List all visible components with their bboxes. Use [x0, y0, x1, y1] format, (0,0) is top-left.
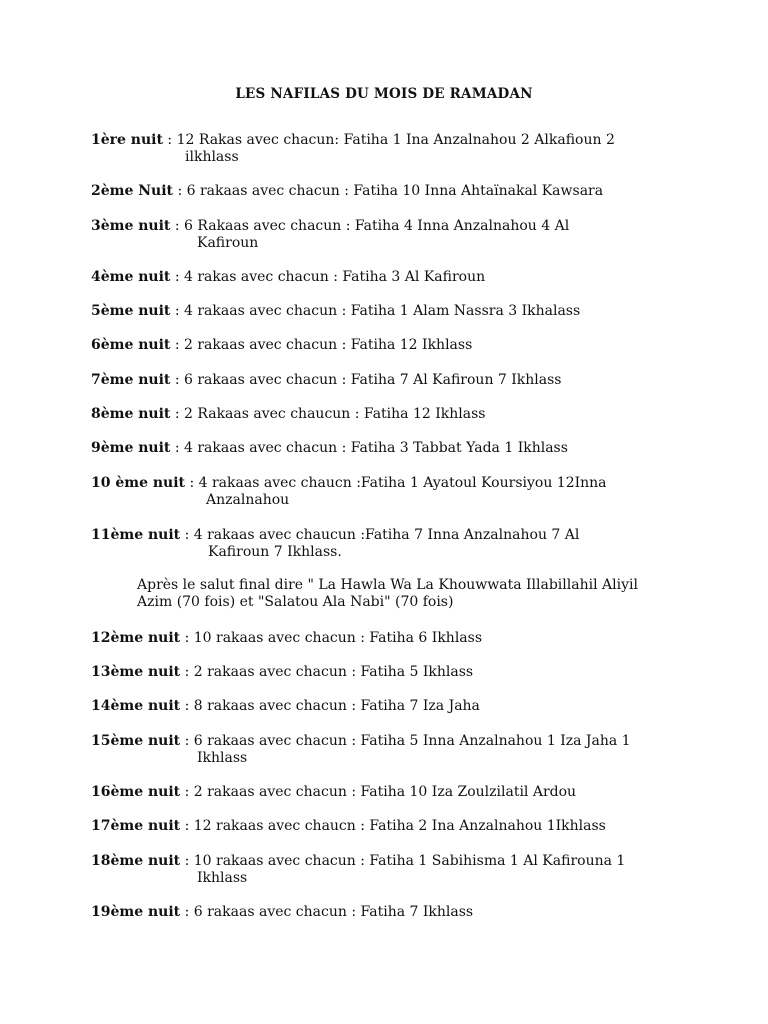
night-label: 10 ème nuit [91, 475, 186, 491]
entry-text: : 12 Rakas avec chacun: Fatiha 1 Ina Anzalnahou 2 Alkafioun 2 [162, 132, 615, 148]
entry-text: : 2 rakaas avec chacun : Fatiha 12 Ikhlass [170, 337, 473, 353]
entry-night-5 [91, 303, 676, 320]
entry-text: : 4 rakas avec chacun : Fatiha 3 Al Kafiroun [170, 269, 486, 285]
night-label: 18ème nuit [91, 853, 181, 869]
night-label: 7ème nuit [91, 372, 171, 388]
night-label: 3ème nuit [91, 218, 171, 234]
night-label: 4ème nuit [91, 269, 171, 285]
entry-text: : 6 rakaas avec chacun : Fatiha 5 Inna Anzalnahou 1 Iza Jaha 1 [180, 733, 631, 749]
night-label: 19ème nuit [91, 904, 181, 920]
entry-text: : 6 rakaas avec chacun : Fatiha 7 Ikhlass [180, 904, 474, 920]
entry-night-2 [91, 183, 676, 200]
entry-night-18 [91, 853, 676, 887]
night-label: 16ème nuit [91, 784, 181, 800]
entry-night-14 [91, 698, 676, 715]
entry-night-10 [91, 475, 676, 509]
entry-text: : 10 rakaas avec chacun : Fatiha 1 Sabihisma 1 Al Kafirouna 1 [180, 853, 626, 869]
entry-text: : 2 Rakaas avec chaucun : Fatiha 12 Ikhlass [170, 406, 486, 422]
entry-night-19 [91, 904, 676, 921]
night-label: 1ère nuit [91, 132, 163, 148]
entry-text: : 6 rakaas avec chacun : Fatiha 10 Inna Ahtaïnakal Kawsara [173, 183, 604, 199]
entry-night-16 [91, 784, 676, 801]
entry-text: : 6 rakaas avec chacun : Fatiha 7 Al Kafiroun 7 Ikhlass [170, 372, 562, 388]
entry-text-continued: Ikhlass [197, 870, 248, 886]
entry-night-12 [91, 630, 676, 647]
entry-night-3 [91, 218, 676, 252]
entry-text: : 10 rakaas avec chacun : Fatiha 6 Ikhlass [180, 630, 483, 646]
night-label: 5ème nuit [91, 303, 171, 319]
entry-night-15 [91, 733, 676, 767]
night-label: 11ème nuit [91, 527, 181, 543]
night-label: 9ème nuit [91, 440, 171, 456]
entry-text: : 2 rakaas avec chacun : Fatiha 10 Iza Zoulzilatil Ardou [180, 784, 577, 800]
entry-text: : 4 rakaas avec chacun : Fatiha 3 Tabbat Yada 1 Ikhlass [170, 440, 568, 456]
night-label: 2ème Nuit [91, 183, 174, 199]
entry-night-11 [91, 527, 676, 561]
entry-night-13 [91, 664, 676, 681]
night-label: 14ème nuit [91, 698, 181, 714]
entry-night-17 [91, 818, 676, 835]
entry-text: : 4 rakaas avec chaucn :Fatiha 1 Ayatoul Koursiyou 12Inna [185, 475, 607, 491]
entry-text-continued: Ikhlass [197, 750, 248, 766]
night-label: 8ème nuit [91, 406, 171, 422]
entry-text: : 12 rakaas avec chaucn : Fatiha 2 Ina Anzalnahou 1Ikhlass [180, 818, 606, 834]
night-label: 15ème nuit [91, 733, 181, 749]
entry-text-continued: ilkhlass [185, 149, 239, 165]
note-line-1: Après le salut final dire " La Hawla Wa La Khouwwata Illabillahil Aliyil [137, 577, 638, 593]
entry-night-6 [91, 337, 676, 354]
night-label: 6ème nuit [91, 337, 171, 353]
entry-night-7 [91, 372, 676, 389]
page-title: LES NAFILAS DU MOIS DE RAMADAN [235, 86, 533, 102]
night-label: 13ème nuit [91, 664, 181, 680]
entry-text: : 8 rakaas avec chacun : Fatiha 7 Iza Jaha [180, 698, 480, 714]
entry-night-9 [91, 440, 676, 457]
entry-night-8 [91, 406, 676, 423]
entry-text-continued: Kafiroun [197, 235, 259, 251]
entry-text: : 2 rakaas avec chacun : Fatiha 5 Ikhlass [180, 664, 474, 680]
entry-text: : 4 rakaas avec chaucun :Fatiha 7 Inna Anzalnahou 7 Al [180, 527, 580, 543]
entry-text-continued: Kafiroun 7 Ikhlass. [208, 544, 342, 560]
night-label: 17ème nuit [91, 818, 181, 834]
entry-night-1 [91, 132, 676, 166]
entry-text: : 6 Rakaas avec chacun : Fatiha 4 Inna Anzalnahou 4 Al [170, 218, 570, 234]
entry-text: : 4 rakaas avec chacun : Fatiha 1 Alam Nassra 3 Ikhalass [170, 303, 581, 319]
note-paragraph [137, 577, 677, 611]
note-line-2: Azim (70 fois) et "Salatou Ala Nabi" (70 fois) [137, 594, 454, 610]
entry-text-continued: Anzalnahou [206, 492, 290, 508]
entry-night-4 [91, 269, 676, 286]
night-label: 12ème nuit [91, 630, 181, 646]
